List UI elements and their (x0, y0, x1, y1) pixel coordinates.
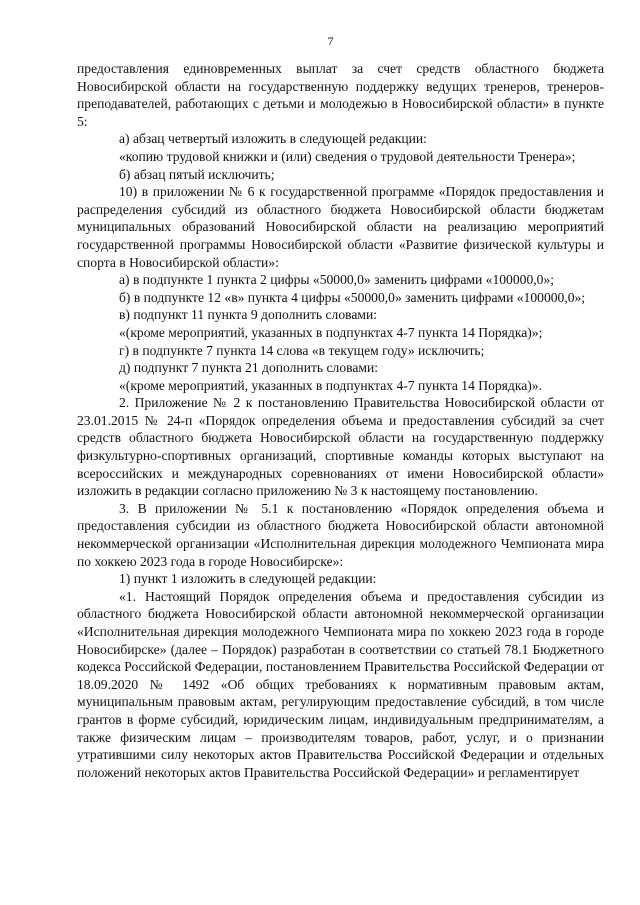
paragraph: б) абзац пятый исключить; (119, 166, 275, 182)
paragraph: «(кроме мероприятий, указанных в подпунктах 4-7 пункта 14 Порядка)»; (119, 324, 543, 340)
document-body (77, 60, 604, 781)
paragraph: «(кроме мероприятий, указанных в подпунктах 4-7 пункта 14 Порядка)». (119, 377, 542, 393)
paragraph: а) в подпункте 1 пункта 2 цифры «50000,0» заменить цифрами «100000,0»; (119, 272, 555, 288)
paragraph: а) абзац четвертый изложить в следующей редакции: (119, 131, 427, 147)
page-number: 7 (327, 34, 334, 48)
paragraph: д) подпункт 7 пункта 21 дополнить словами: (119, 360, 379, 376)
paragraph: в) подпункт 11 пункта 9 дополнить словами: (119, 307, 378, 323)
paragraph: г) в подпункте 7 пункта 14 слова «в текущем году» исключить; (119, 342, 485, 358)
paragraph: 10) в приложении № 6 к государственной программе «Порядок предоставления и распределения субсидий из областного бюджета Новосибирской области бюджетам муниципальных образований Новосибирской области на реализацию мероприятий государственной программы Новосибирской области «Развитие физической культуры и спорта в Новосибирской области»: (77, 184, 604, 270)
paragraph: 3. В приложении № 5.1 к постановлению «Порядок определения объема и предоставления субсидии из областного бюджета Новосибирской области автономной некоммерческой организации «Исполнительная дирекция молодежного Чемпионата мира по хоккею 2023 года в городе Новосибирске»: (77, 500, 604, 569)
paragraph: 2. Приложение № 2 к постановлению Правительства Новосибирской области от 23.01.2015 № 24-п «Порядок определения объема и предоставления субсидий за счет средств областного бюджета Новосибирской области на государственную поддержку физкультурно-спортивных организаций, спортивные команды которых выступают на всероссийских и международных соревнованиях от имени Новосибирской области» изложить в редакции согласно приложению № 3 к настоящему постановлению. (77, 395, 604, 499)
paragraph: предоставления единовременных выплат за счет средств областного бюджета Новосибирской области на государственную поддержку ведущих тренеров, тренеров-преподавателей, работающих с детьми и молодежью в Новосибирской области» в пунктe 5: (77, 61, 604, 129)
paragraph: «копию трудовой книжки и (или) сведения о трудовой деятельности Тренера»; (119, 148, 576, 164)
paragraph: б) в подпункте 12 «в» пункта 4 цифры «50000,0» заменить цифрами «100000,0»; (119, 289, 586, 305)
paragraph: «1. Настоящий Порядок определения объема и предоставления субсидии из областного бюджета Новосибирской области автономной некоммерческой организации «Исполнительная дирекция молодежного Чемпионата мира по хоккею 2023 года в городе Новосибирске» (далее – Порядок) разработан в соответствии со статьей 78.1 Бюджетного кодекса Российской Федерации, постановлением Правительства Российской Федерации от 18.09.2020 № 1492 «Об общих требованиях к нормативным правовым актам, муниципальным правовым актам, регулирующим предоставление субсидий, в том числе грантов в форме субсидий, юридическим лицам, индивидуальным предпринимателям, а также физическим лицам – производителям товаров, работ, услуг, и о признании утратившими силу некоторых актов Правительства Российской Федерации и отдельных положений некоторых актов Правительства Российской Федерации» и регламентирует (77, 588, 604, 780)
paragraph: 1) пункт 1 изложить в следующей редакции: (119, 571, 377, 587)
